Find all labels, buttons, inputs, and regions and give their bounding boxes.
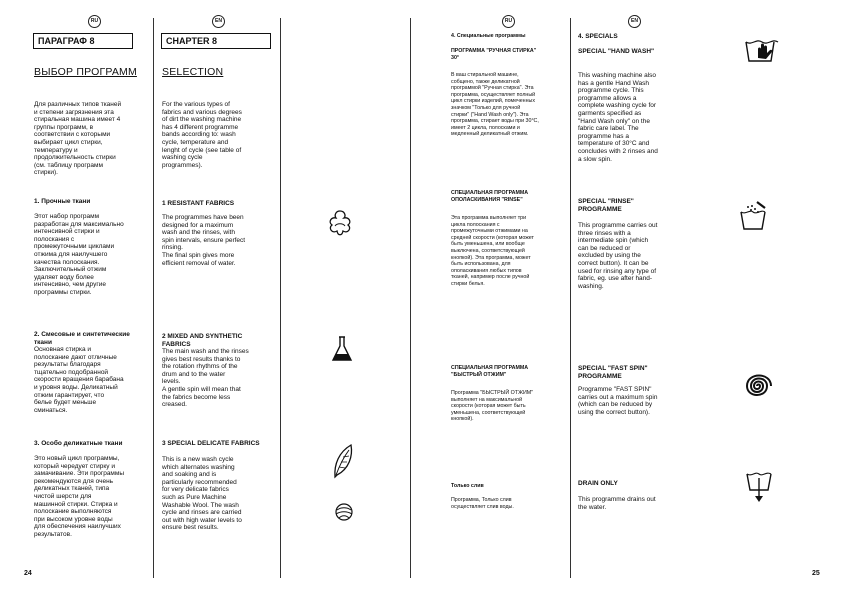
- left-ru-badge: RU: [88, 15, 101, 28]
- en-chapter-box: CHAPTER 8: [161, 33, 271, 49]
- en-section1-body: The programmes have been designed for a maximum wash and the rinses, with spin intervals, ensure perfect rinsing. The final spin gives more efficient removal of water.: [162, 214, 246, 267]
- ru-drain-body: Программа, Только слив осуществляет слив воды.: [451, 497, 514, 510]
- right-en-badge: EN: [628, 15, 641, 28]
- rinse-icon: [737, 200, 773, 232]
- en-hand-wash-heading: SPECIAL "HAND WASH": [578, 48, 655, 55]
- ru-section3-body: Это новый цикл программы, который чередует стирку и замачивание. Эти программы рекомендуются для очень деликатных тканей, типа чистой шерсти для машинной стирки. Стирка и полоскание выполняются при высоком уровне воды для обеспечения наилучших результатов.: [34, 455, 125, 538]
- ru-drain-heading: Только слив: [451, 483, 484, 489]
- cotton-flower-icon: [325, 208, 355, 238]
- left-en-badge: EN: [212, 15, 225, 28]
- ru-chapter-box: ПАРАГРАФ 8: [33, 33, 133, 49]
- en-section3-heading: 3 SPECIAL DELICATE FABRICS: [162, 440, 260, 447]
- right-ru-badge: RU: [502, 15, 515, 28]
- ru-hand-wash-heading: ПРОГРАММА "РУЧНАЯ СТИРКА" 30°: [451, 48, 537, 61]
- ru-fast-spin-heading: СПЕЦИАЛЬНАЯ ПРОГРАММА "БЫСТРЫЙ ОТЖИМ": [451, 365, 529, 378]
- ru-section2-heading: 2. Смесовые и синтетические ткани: [34, 331, 130, 346]
- en-section3-body: This is a new wash cycle which alternates washing and soaking and is particularly recommended for very delicate fabrics such as Pure Machine Washable Wool. The wash cycle and rinses are carried out with high water levels to ensure best results.: [162, 456, 242, 532]
- en-fast-spin-heading: SPECIAL "FAST SPIN" PROGRAMME: [578, 365, 648, 380]
- ru-section1-heading: 1. Прочные ткани: [34, 198, 91, 205]
- ru-specials-header: 4. Специальные программы: [451, 33, 526, 39]
- ru-section2-body: Основная стирка и полоскание дают отличные результаты благодаря тщательно подобранной скорости вращения барабана и уровня воды. Деликатный отжим гарантирует, что белье будет меньше сминаться.: [34, 346, 124, 414]
- drain-icon: [745, 470, 773, 504]
- left-page-column-divider: [153, 18, 154, 578]
- fast-spin-icon: [739, 368, 775, 404]
- en-rinse-body: This programme carries out three rinses with a intermediate spin (which can be reduced or excluded by using the correct button). It can be used for rinsing any type of fabric, eg. use after hand- washing.: [578, 222, 658, 290]
- delicate-feather-icon: [330, 442, 356, 480]
- en-hand-wash-body: This washing machine also has a gentle Hand Wash programme cycle. This programme allows a complete washing cycle for garments specified as "Hand Wash only" on the fabric care label. The programme has a temperature of 30°C and concludes with 2 rinses and a slow spin.: [578, 72, 658, 163]
- ru-fast-spin-body: Программа "БЫСТРЫЙ ОТЖИМ" выполняет на максимальной скорости (которая может быть уменьшена, соответствующей кнопкой).: [451, 390, 534, 423]
- ru-page-title: ВЫБОР ПРОГРАММ: [34, 66, 137, 78]
- hand-wash-icon: [744, 36, 780, 64]
- wool-ball-icon: [333, 502, 355, 522]
- synthetic-flask-icon: [330, 335, 354, 363]
- en-intro: For the various types of fabrics and various degrees of dirt the washing machine has 4 different programme bands according to: wash cycle, temperature and lenght of cycle (see table of washing cycle programmes).: [162, 101, 242, 169]
- en-drain-body: This programme drains out the water.: [578, 496, 656, 511]
- en-rinse-heading: SPECIAL "RINSE" PROGRAMME: [578, 198, 634, 213]
- ru-rinse-heading: СПЕЦИАЛЬНАЯ ПРОГРАММА ОПОЛАСКИВАНИЯ "RINSE": [451, 190, 529, 203]
- en-section1-heading: 1 RESISTANT FABRICS: [162, 200, 235, 207]
- ru-rinse-body: Эта программа выполняет три цикла полоскания с промежуточными отжимами на средней скорости (которая может быть уменьшена, или вообще выключена, соответствующей кнопкой). Эта программа, может быть использована, для ополаскивания любых типов тканей, например после ручной стирки белья.: [451, 215, 534, 287]
- en-section2-heading: 2 MIXED AND SYNTHETIC FABRICS: [162, 333, 243, 348]
- ru-intro: Для различных типов тканей и степени загрязнения эта стиральная машина имеет 4 группы программ, в соответствии с которыми выбирает цикл стирки, температуру и продолжительность стирки (см. таблицу программ стирки).: [34, 101, 122, 177]
- en-drain-heading: DRAIN ONLY: [578, 480, 618, 487]
- left-page-right-edge: [280, 18, 281, 578]
- right-page-left-edge: [410, 18, 411, 578]
- right-page-column-divider: [570, 18, 571, 578]
- en-fast-spin-body: Programme "FAST SPIN" carries out a maximum spin (which can be reduced by using the correct button).: [578, 386, 658, 416]
- ru-section3-heading: 3. Особо деликатные ткани: [34, 440, 123, 447]
- left-page-number: 24: [24, 570, 32, 577]
- en-specials-header: 4. SPECIALS: [578, 33, 618, 40]
- ru-hand-wash-body: В ваш стиральной машине, собщено, также деликатной программой "Ручная стирка". Эта программа, осуществляет полный цикл стирки изделий, помеченных значком "Только для ручной стирки" ("Hand Wash only"). Эта программа, стирает воды при 30°C, имеет 2 цикла, полосками и медленный деликатный отжим.: [451, 72, 539, 138]
- en-page-title: SELECTION: [162, 66, 224, 78]
- en-section2-body: The main wash and the rinses gives best results thanks to the rotation rhythms of the drum and to the water levels. A gentle spin will mean that the fabrics become less creased.: [162, 348, 249, 409]
- right-page-number: 25: [812, 570, 820, 577]
- ru-section1-body: Этот набор программ разработан для максимально интенсивной стирки и полоскания с промежуточными циклами отжима для наилучшего качества полоскания. Заключительный отжим удаляет воду более интенсивно, чем другие программы стирки.: [34, 213, 124, 296]
